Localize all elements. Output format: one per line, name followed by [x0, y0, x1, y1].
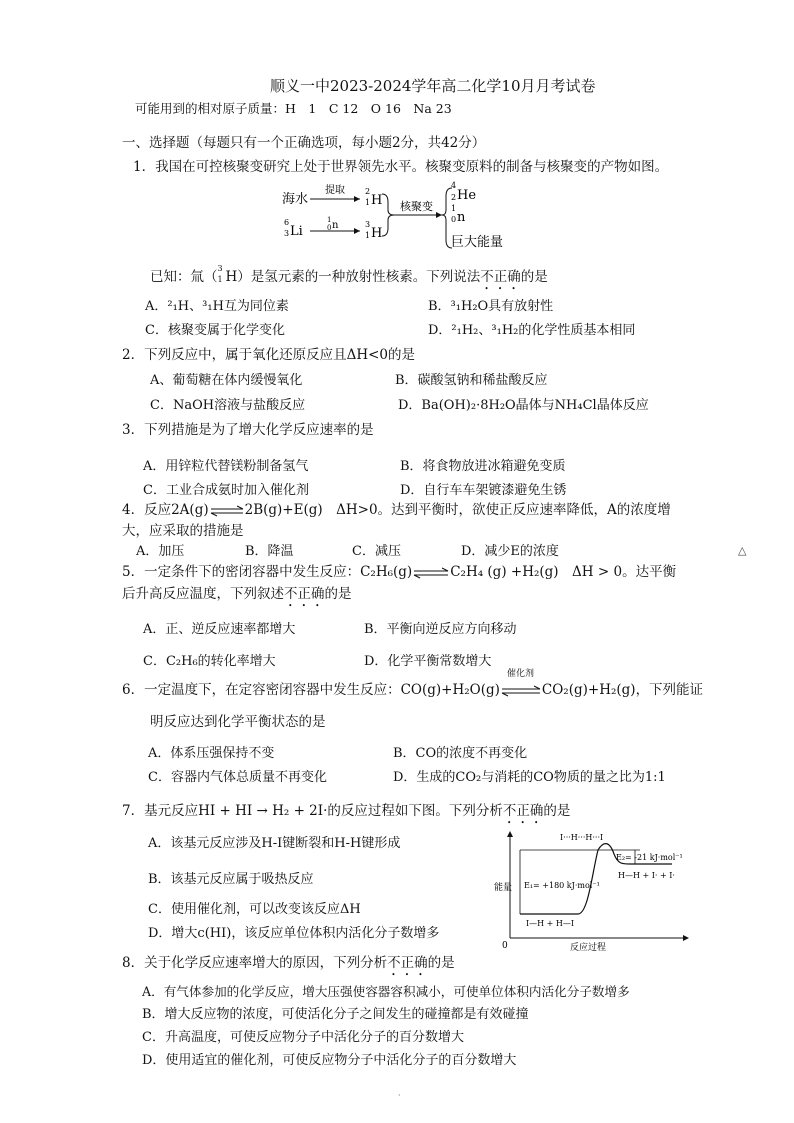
q7-option-d: D．增大c(HI)，该反应单位体积内活化分子数增多 [148, 926, 440, 941]
q1-option-b: B．³₁H₂O具有放射性 [428, 299, 554, 314]
fusion-label: 核聚变 [400, 200, 433, 213]
li-symbol: Li [290, 224, 303, 239]
q3-option-b: B．将食物放进冰箱避免变质 [400, 459, 566, 474]
q5-stem2-b: 的是 [324, 586, 352, 602]
q5-equilibrium-arrows [413, 567, 449, 579]
q8-stem-a: 8．关于化学反应速率增大的原因，下列分析 [122, 955, 388, 971]
q8-stem-b: 的是 [427, 955, 455, 971]
fusion-arrowhead [436, 212, 442, 218]
q3-option-a: A．用锌粒代替镁粉制备氢气 [143, 459, 309, 474]
q1-known [150, 264, 548, 293]
extract-arrowhead [354, 196, 360, 202]
ts-label: I···H···H···I [560, 833, 604, 842]
q1-option-d: D．²₁H₂、³₁H₂的化学性质基本相同 [428, 323, 636, 338]
h2-mass: 2 [365, 187, 371, 196]
reactant-label: I—H + H—I [526, 919, 575, 928]
q5-stem2-a: 后升高反应温度，下列叙述 [122, 586, 284, 602]
q6-option-b: B．CO的浓度不再变化 [393, 746, 528, 761]
q1-fusion-diagram [270, 180, 530, 254]
q5-stem-line2 [122, 586, 352, 610]
q8-stem [122, 955, 455, 979]
q4-stem-b: 2B(g)+E(g) ΔH>0。达到平衡时，欲使正反应速率降低，A的浓度增 [244, 502, 671, 518]
q1-known-c: 的是 [520, 269, 548, 285]
page-dot: · [398, 1091, 401, 1100]
origin-label: 0 [502, 941, 508, 951]
h3-atomic: 1 [365, 231, 371, 240]
n-out-mass: 1 [451, 204, 457, 213]
q5-option-c: C．C₂H₆的转化率增大 [143, 654, 276, 669]
q5-stem-line1 [122, 566, 676, 580]
q4-stem-a: 4．反应2A(g) [122, 502, 209, 518]
q4-stem-line1 [122, 504, 671, 518]
q4-option-a: A．加压 [136, 544, 185, 559]
h2-atomic: 1 [365, 198, 371, 207]
y-axis-label: 能量 [494, 883, 513, 893]
he-atomic: 2 [451, 193, 457, 202]
q8-option-d: D．使用适宜的催化剂，可使反应物分子中活化分子的百分数增大 [142, 1053, 517, 1068]
q6-option-c: C．容器内气体总质量不再变化 [148, 770, 327, 785]
q1-known-sup: 3 [217, 264, 223, 273]
q7-stem-b: 的是 [543, 803, 571, 819]
energy-label: 巨大能量 [451, 235, 504, 250]
q7-stem-emphasis: 不正确 [502, 803, 544, 819]
q7-option-b: B．该基元反应属于吸热反应 [148, 872, 314, 887]
q8-option-a: A．有气体参加的化学反应，增大压强使容器容积减小，可使单位体积内活化分子数增多 [142, 984, 630, 999]
neutron-atomic: 0 [327, 224, 332, 232]
x-axis-arrowhead [683, 935, 689, 941]
q7-option-c: C．使用催化剂，可以改变该反应ΔH [148, 902, 361, 917]
neutron-arrowhead [354, 228, 360, 234]
n-out-symbol: n [457, 210, 466, 225]
q2-option-b: B．碳酸氢钠和稀盐酸反应 [395, 373, 548, 388]
q3-option-d: D．自行车车架镀漆避免生锈 [400, 483, 567, 498]
q6-option-d: D．生成的CO₂与消耗的CO物质的量之比为1:1 [393, 770, 666, 785]
q2-stem: 2．下列反应中，属于氧化还原反应且ΔH<0的是 [122, 347, 416, 363]
neutron-mass: 1 [327, 216, 332, 224]
q5-stem-a: 5．一定条件下的密闭容器中发生反应：C₂H₆(g) [122, 564, 413, 580]
q5-option-a: A．正、逆反应速率都增大 [143, 622, 296, 637]
atomic-mass-line: 可能用到的相对原子质量：H 1 C 12 O 16 Na 23 [135, 101, 452, 116]
q5-stem-b: C₂H₄ (g) +H₂(g) ΔH > 0。达平衡 [450, 564, 677, 580]
q6-stem-line2: 明反应达到化学平衡状态的是 [150, 714, 326, 730]
he-symbol: He [457, 188, 477, 203]
q4-option-d: D．减少E的浓度 [461, 544, 559, 559]
q8-option-c: C．升高温度，可使反应物分子中活化分子的百分数增大 [142, 1030, 464, 1045]
q4-option-b: B．降温 [245, 544, 294, 559]
q7-stem [122, 803, 570, 827]
li-mass: 6 [284, 218, 290, 227]
q4-equilibrium-arrows [210, 505, 244, 517]
x-axis-label: 反应过程 [570, 943, 607, 953]
q2-option-d: D．Ba(OH)₂·8H₂O晶体与NH₄Cl晶体反应 [398, 398, 649, 413]
q3-option-c: C．工业合成氨时加入催化剂 [143, 483, 309, 498]
neutron-symbol: n [332, 220, 339, 231]
q2-option-c: C．NaOH溶液与盐酸反应 [150, 398, 306, 413]
extract-label: 提取 [325, 185, 345, 196]
section-heading: 一、选择题（每题只有一个正确选项，每小题2分，共42分） [122, 135, 486, 151]
he-mass: 4 [451, 181, 457, 190]
q8-option-b: B．增大反应物的浓度，可使活化分子之间发生的碰撞都是有效碰撞 [142, 1007, 529, 1022]
h3-symbol: H [371, 226, 383, 241]
q7-option-a: A．该基元反应涉及H-I键断裂和H-H键形成 [148, 836, 401, 851]
margin-mark: △ [738, 544, 747, 557]
q6-equilibrium-arrows [501, 685, 541, 697]
q1-known-emphasis: 不正确 [480, 269, 521, 285]
q6-stem-b: CO₂(g)+H₂(g)，下列能证 [541, 682, 704, 698]
seawater-label: 海水 [282, 192, 309, 207]
q1-known-b: ）是氢元素的一种放射性核素。下列说法 [237, 269, 481, 285]
q3-stem: 3．下列措施是为了增大化学反应速率的是 [122, 422, 374, 438]
q4-option-c: C．减压 [352, 544, 401, 559]
q1-stem: 1．我国在可控核聚变研究上处于世界领先水平。核聚变原料的制备与核聚变的产物如图。 [133, 159, 669, 175]
q5-option-d: D．化学平衡常数增大 [364, 654, 492, 669]
q1-known-a: 已知：氚（ [150, 269, 218, 285]
q5-stem2-emphasis: 不正确 [284, 586, 325, 602]
page-title: 顺义一中2023-2024学年高二化学10月月考试卷 [270, 77, 596, 95]
q6-stem-a: 6．一定温度下，在定容密闭容器中发生反应：CO(g)+H₂O(g) [122, 682, 500, 698]
q6-catalyst-label: 催化剂 [507, 669, 535, 679]
q1-known-nuclide [217, 264, 226, 284]
q1-option-c: C．核聚变属于化学变化 [145, 323, 285, 338]
q4-stem-line2: 大，应采取的措施是 [122, 523, 244, 539]
e2-label: E₂= -21 kJ·mol⁻¹ [616, 853, 683, 862]
q7-stem-a: 7．基元反应HI + HI → H₂ + 2I·的反应过程如下图。下列分析 [122, 803, 503, 819]
q2-option-a: A、葡萄糖在体内缓慢氧化 [150, 373, 303, 388]
li-atomic: 3 [284, 229, 290, 238]
h3-mass: 3 [365, 220, 371, 229]
q1-known-sub: 1 [217, 275, 223, 284]
q6-option-a: A．体系压强保持不变 [148, 746, 275, 761]
q1-option-a: A．²₁H、³₁H互为同位素 [145, 299, 289, 314]
q1-known-h: H [225, 269, 238, 285]
q5-option-b: B．平衡向逆反应方向移动 [364, 622, 517, 637]
q8-stem-emphasis: 不正确 [387, 955, 428, 971]
q7-energy-diagram [490, 828, 690, 953]
y-axis-arrowhead [507, 831, 513, 837]
e1-label: E₁= +180 kJ·mol⁻¹ [524, 881, 600, 890]
q6-stem-line1 [122, 684, 703, 698]
h2-symbol: H [371, 193, 383, 208]
n-out-atomic: 0 [451, 215, 457, 224]
left-brace [382, 194, 394, 236]
product-label: H—H + I· + I· [618, 871, 675, 880]
